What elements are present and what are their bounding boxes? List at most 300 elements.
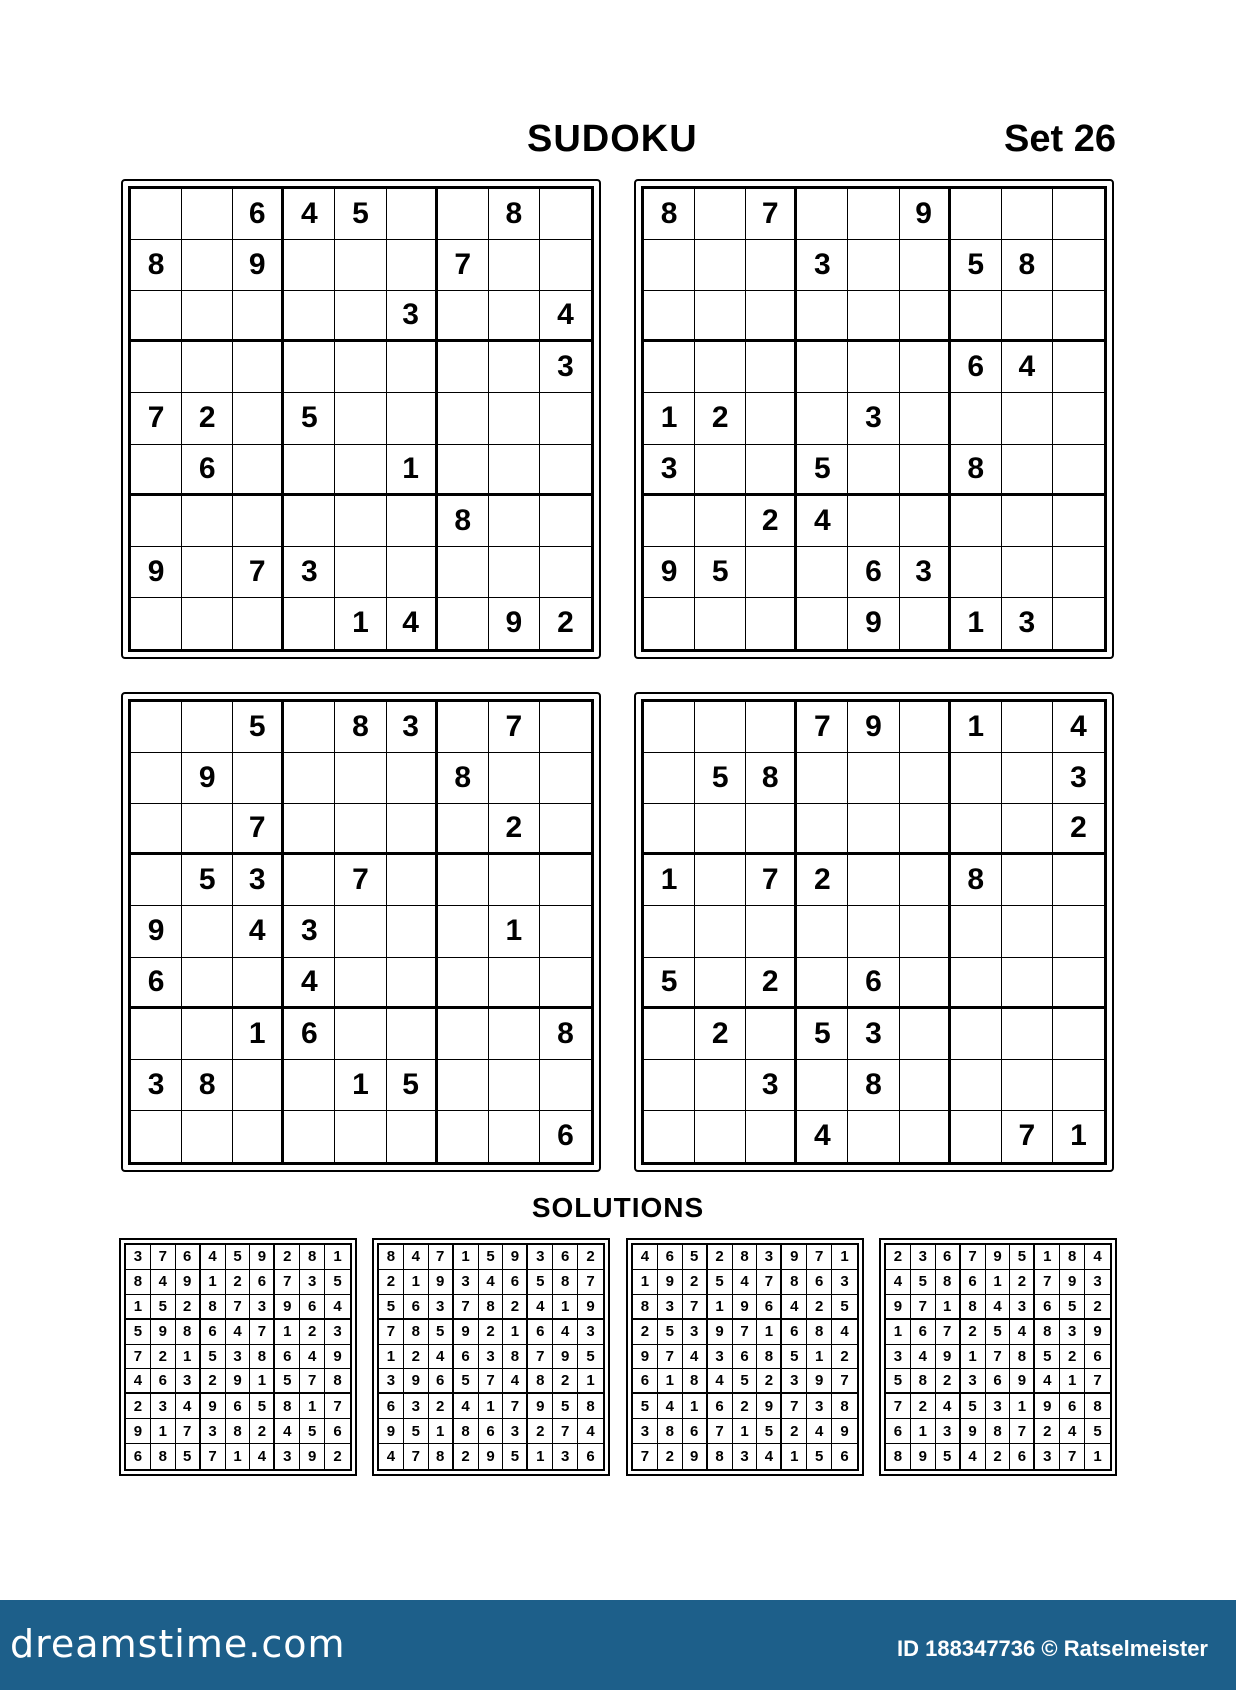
solution-cell: 6	[226, 1394, 251, 1419]
solution-cell: 4	[782, 1295, 807, 1320]
puzzle-cell	[1053, 189, 1104, 240]
puzzle-cell	[644, 598, 695, 649]
solution-cell: 5	[708, 1270, 733, 1295]
solution-cell: 5	[176, 1444, 201, 1469]
puzzle-cell	[695, 342, 746, 393]
solution-cell: 9	[757, 1394, 782, 1419]
puzzle-cell	[797, 598, 848, 649]
solution-cell: 7	[633, 1444, 658, 1469]
solution-cell: 3	[553, 1444, 578, 1469]
solution-cell: 9	[201, 1394, 226, 1419]
solution-cell: 6	[479, 1419, 504, 1444]
solution-cell: 8	[1060, 1245, 1085, 1270]
solution-cell: 3	[936, 1419, 961, 1444]
puzzle-cell	[540, 240, 591, 291]
solution-cell: 1	[886, 1320, 911, 1345]
puzzle-cell: 7	[233, 804, 284, 855]
solution-cell: 7	[757, 1270, 782, 1295]
solution-cell: 1	[176, 1345, 201, 1370]
solution-cell: 2	[503, 1295, 528, 1320]
puzzle-cell	[797, 753, 848, 804]
puzzle-cell	[540, 804, 591, 855]
solution-cell: 8	[250, 1345, 275, 1370]
solution-cell: 1	[1060, 1369, 1085, 1394]
solution-cell: 4	[151, 1270, 176, 1295]
solution-cell: 1	[961, 1345, 986, 1370]
solution-cell: 1	[658, 1369, 683, 1394]
solution-cell: 9	[633, 1345, 658, 1370]
puzzle-cell	[1002, 753, 1053, 804]
solution-cell: 7	[936, 1320, 961, 1345]
solution-cell: 5	[633, 1394, 658, 1419]
solution-1	[119, 1238, 357, 1476]
solution-cell: 4	[201, 1245, 226, 1270]
puzzle-cell	[951, 1060, 1002, 1111]
puzzle-cell	[131, 1009, 182, 1060]
puzzle-cell	[131, 189, 182, 240]
solution-cell: 8	[454, 1419, 479, 1444]
puzzle-cell	[131, 753, 182, 804]
puzzle-cell	[644, 342, 695, 393]
solution-cell: 1	[201, 1270, 226, 1295]
solution-cell: 2	[250, 1419, 275, 1444]
solution-cell: 1	[300, 1394, 325, 1419]
solution-cell: 1	[325, 1245, 350, 1270]
solution-cell: 2	[886, 1245, 911, 1270]
puzzle-cell	[540, 189, 591, 240]
solution-cell: 3	[479, 1345, 504, 1370]
puzzle-cell: 3	[1002, 598, 1053, 649]
solution-cell: 8	[528, 1369, 553, 1394]
puzzle-cell: 6	[848, 958, 899, 1009]
solution-cell: 7	[151, 1245, 176, 1270]
puzzle-cell	[284, 291, 335, 342]
solution-cell: 2	[429, 1394, 454, 1419]
solution-cell: 4	[503, 1369, 528, 1394]
solution-cell: 3	[275, 1444, 300, 1469]
solution-cell: 5	[325, 1270, 350, 1295]
puzzle-cell	[746, 393, 797, 444]
puzzle-cell	[797, 189, 848, 240]
puzzle-cell	[335, 342, 386, 393]
puzzle-cell: 3	[848, 393, 899, 444]
puzzle-grid	[128, 186, 594, 652]
solution-cell: 4	[528, 1295, 553, 1320]
solution-cell: 8	[201, 1295, 226, 1320]
solution-cell: 5	[757, 1419, 782, 1444]
puzzle-cell	[233, 598, 284, 649]
puzzle-cell	[848, 445, 899, 496]
puzzle-cell	[797, 342, 848, 393]
solution-cell: 1	[733, 1419, 758, 1444]
solution-cell: 9	[782, 1245, 807, 1270]
puzzle-cell	[644, 1009, 695, 1060]
puzzle-cell: 1	[951, 702, 1002, 753]
puzzle-cell	[131, 702, 182, 753]
puzzle-cell: 1	[644, 393, 695, 444]
puzzle-3	[121, 692, 601, 1172]
puzzle-cell	[1053, 958, 1104, 1009]
puzzle-cell	[1053, 445, 1104, 496]
puzzle-2	[634, 179, 1114, 659]
puzzle-cell	[644, 702, 695, 753]
puzzle-cell: 7	[1002, 1111, 1053, 1162]
puzzle-cell: 8	[182, 1060, 233, 1111]
solution-cell: 6	[658, 1245, 683, 1270]
puzzle-cell	[438, 702, 489, 753]
solution-cell: 8	[633, 1295, 658, 1320]
puzzle-cell	[438, 291, 489, 342]
puzzle-cell: 8	[951, 445, 1002, 496]
puzzle-cell	[182, 547, 233, 598]
puzzle-cell	[489, 496, 540, 547]
solution-cell: 1	[757, 1320, 782, 1345]
puzzle-cell: 3	[387, 291, 438, 342]
solution-cell: 8	[578, 1394, 603, 1419]
puzzle-cell	[540, 753, 591, 804]
solution-cell: 7	[126, 1345, 151, 1370]
solution-cell: 5	[479, 1245, 504, 1270]
puzzle-cell	[848, 906, 899, 957]
puzzle-cell	[644, 753, 695, 804]
puzzle-cell	[438, 1009, 489, 1060]
puzzle-cell: 8	[848, 1060, 899, 1111]
puzzle-cell	[489, 855, 540, 906]
puzzle-cell	[1053, 342, 1104, 393]
puzzle-cell	[489, 958, 540, 1009]
solution-cell: 8	[479, 1295, 504, 1320]
puzzle-cell	[540, 547, 591, 598]
solution-cell: 2	[176, 1295, 201, 1320]
puzzle-cell	[695, 906, 746, 957]
solution-cell: 9	[325, 1345, 350, 1370]
solution-cell: 6	[911, 1320, 936, 1345]
puzzle-cell	[387, 958, 438, 1009]
puzzle-cell	[387, 753, 438, 804]
puzzle-cell: 5	[284, 393, 335, 444]
puzzle-cell	[695, 598, 746, 649]
solution-cell: 3	[503, 1419, 528, 1444]
solution-cell: 6	[1060, 1394, 1085, 1419]
puzzle-cell: 2	[797, 855, 848, 906]
solution-cell: 9	[733, 1295, 758, 1320]
solution-cell: 3	[176, 1369, 201, 1394]
puzzle-cell	[387, 240, 438, 291]
solution-cell: 8	[658, 1419, 683, 1444]
solution-cell: 2	[911, 1394, 936, 1419]
solution-cell: 3	[151, 1394, 176, 1419]
solution-cell: 9	[176, 1270, 201, 1295]
puzzle-cell: 3	[644, 445, 695, 496]
puzzle-cell: 4	[1002, 342, 1053, 393]
puzzle-cell	[284, 342, 335, 393]
solution-cell: 7	[226, 1295, 251, 1320]
puzzle-cell: 5	[387, 1060, 438, 1111]
solution-cell: 3	[1060, 1320, 1085, 1345]
puzzle-cell	[233, 393, 284, 444]
puzzle-cell	[540, 906, 591, 957]
solution-cell: 9	[226, 1369, 251, 1394]
page-title: SUDOKU	[527, 118, 698, 160]
puzzle-cell: 6	[182, 445, 233, 496]
puzzle-cell: 1	[335, 1060, 386, 1111]
solution-cell: 3	[683, 1320, 708, 1345]
solution-cell: 4	[936, 1394, 961, 1419]
solution-cell: 5	[1060, 1295, 1085, 1320]
puzzle-cell: 3	[233, 855, 284, 906]
puzzle-cell	[438, 1111, 489, 1162]
solution-cell: 2	[151, 1345, 176, 1370]
puzzle-cell: 1	[644, 855, 695, 906]
puzzle-cell	[284, 1060, 335, 1111]
puzzle-cell	[900, 393, 951, 444]
solution-cell: 8	[1010, 1345, 1035, 1370]
puzzle-cell	[335, 240, 386, 291]
puzzle-cell: 2	[746, 958, 797, 1009]
solution-cell: 9	[404, 1369, 429, 1394]
solution-cell: 6	[840, 1448, 849, 1466]
solution-cell: 4	[300, 1345, 325, 1370]
puzzle-cell	[746, 291, 797, 342]
solution-cell: 4	[379, 1444, 404, 1469]
solution-cell: 7	[911, 1295, 936, 1320]
puzzle-cell	[387, 804, 438, 855]
solution-cell: 8	[911, 1369, 936, 1394]
puzzle-cell	[900, 598, 951, 649]
puzzle-cell	[1053, 547, 1104, 598]
solution-cell: 6	[528, 1320, 553, 1345]
puzzle-cell	[746, 342, 797, 393]
puzzle-cell	[182, 496, 233, 547]
solution-cell: 6	[961, 1270, 986, 1295]
footer-image-id: ID 188347736 © Ratselmeister	[897, 1636, 1208, 1661]
solution-cell: 6	[275, 1345, 300, 1370]
solution-cell: 2	[633, 1320, 658, 1345]
solution-cell: 8	[503, 1345, 528, 1370]
puzzle-cell: 5	[182, 855, 233, 906]
puzzle-cell	[131, 804, 182, 855]
puzzle-cell	[951, 1009, 1002, 1060]
solution-cell: 5	[151, 1295, 176, 1320]
puzzle-cell	[131, 342, 182, 393]
solution-cell: 2	[986, 1444, 1011, 1469]
puzzle-cell	[284, 598, 335, 649]
solution-cell: 4	[176, 1394, 201, 1419]
solution-cell: 5	[911, 1270, 936, 1295]
puzzle-cell: 8	[438, 496, 489, 547]
solution-cell: 8	[807, 1320, 832, 1345]
solution-cell: 8	[429, 1444, 454, 1469]
puzzle-cell	[746, 445, 797, 496]
puzzle-cell	[900, 291, 951, 342]
puzzle-cell	[900, 1111, 951, 1162]
puzzle-cell: 7	[746, 855, 797, 906]
puzzle-cell	[644, 1060, 695, 1111]
solution-cell: 9	[454, 1320, 479, 1345]
solution-cell: 5	[832, 1295, 857, 1320]
puzzle-cell	[438, 445, 489, 496]
puzzle-cell: 8	[489, 189, 540, 240]
solution-cell: 7	[1010, 1419, 1035, 1444]
solution-cell: 2	[1010, 1270, 1035, 1295]
puzzle-cell	[1002, 804, 1053, 855]
puzzle-cell	[1053, 1060, 1104, 1111]
solution-cell: 2	[379, 1270, 404, 1295]
puzzle-cell	[644, 496, 695, 547]
puzzle-cell	[848, 855, 899, 906]
puzzle-cell	[438, 393, 489, 444]
solution-cell: 8	[325, 1369, 350, 1394]
puzzle-cell	[900, 855, 951, 906]
solution-cell: 1	[226, 1444, 251, 1469]
footer-logo[interactable]: dreamstime.com	[10, 1622, 346, 1666]
puzzle-cell	[1002, 496, 1053, 547]
solution-cell: 1	[1010, 1394, 1035, 1419]
solution-cell: 3	[250, 1295, 275, 1320]
puzzle-cell	[1002, 189, 1053, 240]
puzzle-cell	[182, 240, 233, 291]
solution-cell: 1	[708, 1295, 733, 1320]
solution-cell: 2	[807, 1295, 832, 1320]
solution-cell: 4	[429, 1345, 454, 1370]
puzzle-cell	[695, 445, 746, 496]
puzzle-cell	[797, 393, 848, 444]
solution-cell: 2	[226, 1270, 251, 1295]
puzzle-cell	[489, 1060, 540, 1111]
puzzle-cell	[233, 958, 284, 1009]
puzzle-cell	[951, 547, 1002, 598]
solution-cell: 9	[1060, 1270, 1085, 1295]
solution-cell: 9	[986, 1245, 1011, 1270]
solution-cell: 3	[226, 1345, 251, 1370]
puzzle-cell	[848, 1111, 899, 1162]
solution-cell: 6	[201, 1320, 226, 1345]
solution-cell: 3	[782, 1369, 807, 1394]
puzzle-cell	[900, 702, 951, 753]
solution-cell: 8	[300, 1245, 325, 1270]
puzzle-cell: 8	[131, 240, 182, 291]
solution-cell: 9	[553, 1345, 578, 1370]
solution-cell: 6	[633, 1369, 658, 1394]
solution-cell: 6	[151, 1369, 176, 1394]
puzzle-cell	[746, 547, 797, 598]
solution-cell: 3	[454, 1270, 479, 1295]
solution-cell: 3	[757, 1245, 782, 1270]
solution-cell: 1	[275, 1320, 300, 1345]
puzzle-cell: 3	[746, 1060, 797, 1111]
puzzle-cell	[1053, 496, 1104, 547]
puzzle-cell: 2	[695, 1009, 746, 1060]
solution-cell: 2	[553, 1369, 578, 1394]
puzzle-cell	[644, 291, 695, 342]
solution-cell: 2	[126, 1394, 151, 1419]
puzzle-cell: 4	[284, 958, 335, 1009]
puzzle-cell	[951, 1111, 1002, 1162]
solution-cell: 1	[683, 1394, 708, 1419]
puzzle-cell	[489, 240, 540, 291]
solution-cell: 7	[429, 1245, 454, 1270]
puzzle-cell	[951, 393, 1002, 444]
solution-cell: 6	[757, 1295, 782, 1320]
solution-cell: 4	[250, 1444, 275, 1469]
puzzle-cell	[540, 445, 591, 496]
puzzle-cell	[182, 804, 233, 855]
puzzle-cell	[438, 547, 489, 598]
puzzle-cell	[951, 958, 1002, 1009]
puzzle-cell	[900, 445, 951, 496]
solution-cell: 5	[1010, 1245, 1035, 1270]
solution-cell: 7	[1085, 1369, 1110, 1394]
solution-cell: 5	[936, 1444, 961, 1469]
solution-cell: 9	[807, 1369, 832, 1394]
solution-cell: 8	[683, 1369, 708, 1394]
puzzle-cell	[335, 1111, 386, 1162]
solution-cell: 3	[658, 1295, 683, 1320]
solution-cell: 3	[986, 1394, 1011, 1419]
solution-cell: 1	[250, 1369, 275, 1394]
puzzle-cell	[900, 958, 951, 1009]
puzzle-cell	[284, 240, 335, 291]
solution-cell: 3	[404, 1394, 429, 1419]
solution-cell: 4	[886, 1270, 911, 1295]
puzzle-cell	[387, 189, 438, 240]
solution-cell: 7	[683, 1295, 708, 1320]
puzzle-cell	[540, 855, 591, 906]
solution-cell: 8	[126, 1270, 151, 1295]
solution-cell: 9	[886, 1295, 911, 1320]
puzzle-cell	[540, 702, 591, 753]
puzzle-cell: 3	[131, 1060, 182, 1111]
puzzle-cell	[131, 1111, 182, 1162]
puzzle-cell: 2	[489, 804, 540, 855]
solution-cell: 6	[708, 1394, 733, 1419]
puzzle-cell	[284, 445, 335, 496]
puzzle-cell	[233, 753, 284, 804]
puzzle-cell	[797, 804, 848, 855]
puzzle-cell	[900, 342, 951, 393]
solution-cell: 2	[479, 1320, 504, 1345]
solution-cell: 4	[126, 1369, 151, 1394]
puzzle-cell: 9	[900, 189, 951, 240]
solution-cell: 8	[757, 1345, 782, 1370]
puzzle-cell	[1002, 958, 1053, 1009]
puzzle-cell	[438, 906, 489, 957]
solution-cell: 2	[936, 1369, 961, 1394]
solution-cell: 7	[201, 1444, 226, 1469]
solution-cell: 9	[708, 1320, 733, 1345]
solution-cell: 2	[578, 1245, 603, 1270]
solution-cell: 4	[961, 1444, 986, 1469]
puzzle-cell: 7	[438, 240, 489, 291]
solution-cell: 7	[176, 1419, 201, 1444]
puzzle-cell	[695, 804, 746, 855]
solution-cell: 9	[1035, 1394, 1060, 1419]
solution-cell: 5	[553, 1394, 578, 1419]
puzzle-cell: 7	[131, 393, 182, 444]
puzzle-cell: 6	[557, 1119, 574, 1153]
solution-cell: 3	[126, 1245, 151, 1270]
solution-cell: 7	[325, 1394, 350, 1419]
puzzle-cell	[695, 496, 746, 547]
puzzle-cell: 4	[797, 1111, 848, 1162]
solution-cell: 1	[454, 1245, 479, 1270]
puzzle-cell	[438, 189, 489, 240]
puzzle-cell	[1053, 906, 1104, 957]
puzzle-cell	[644, 1111, 695, 1162]
solution-cell: 1	[832, 1245, 857, 1270]
puzzle-cell: 2	[746, 496, 797, 547]
puzzle-cell	[695, 1060, 746, 1111]
